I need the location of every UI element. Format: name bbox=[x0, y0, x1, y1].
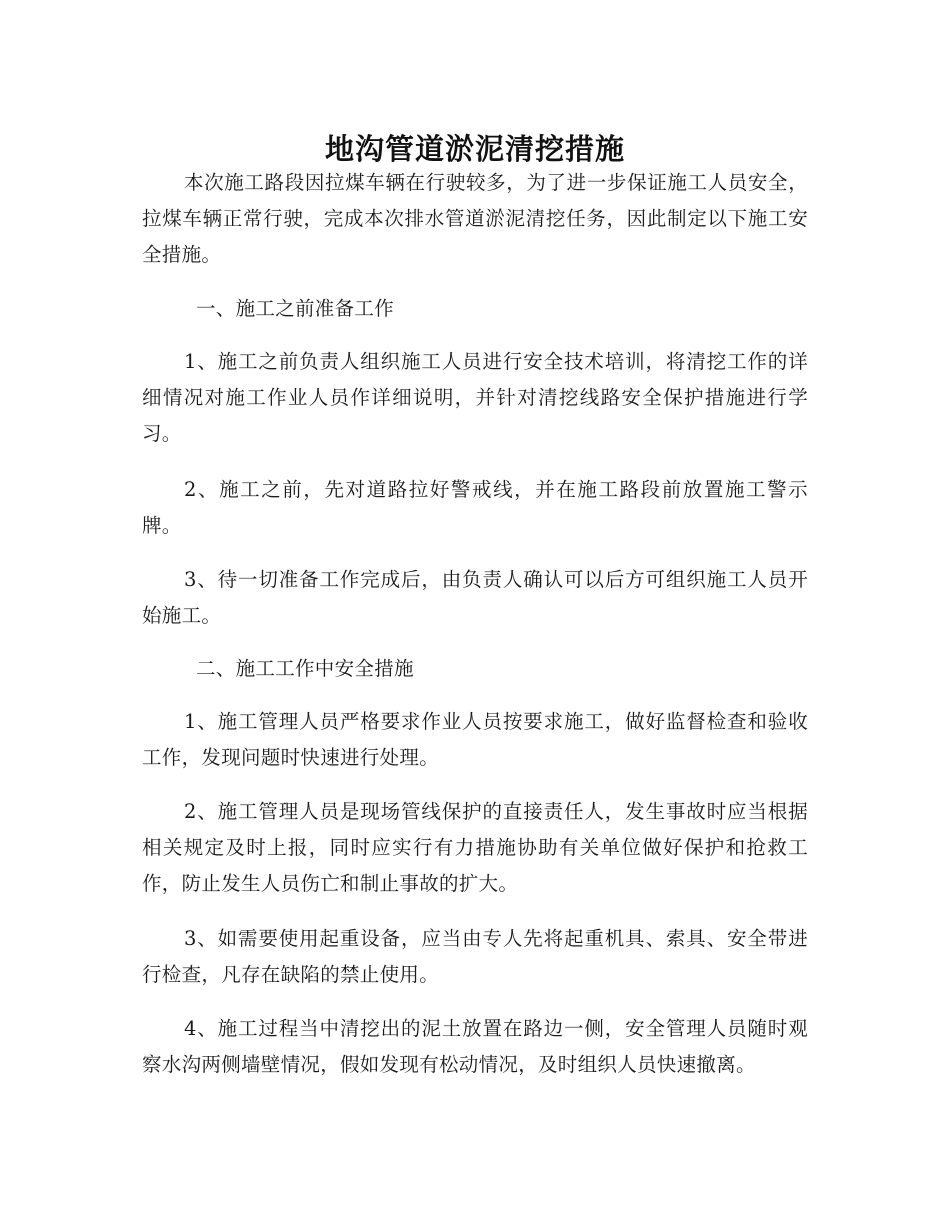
document-title: 地沟管道淤泥清挖措施 bbox=[324, 132, 625, 167]
section-2-item-2: 2、施工管理人员是现场管线保护的直接责任人，发生事故时应当根据相关规定及时上报，同时应实行有力措施协助有关单位做好保护和抢救工作，防止发生人员伤亡和制止事故的扩大。 bbox=[142, 800, 808, 895]
section-1-heading: 一、施工之前准备工作 bbox=[196, 297, 395, 320]
intro-paragraph: 本次施工路段因拉煤车辆在行驶较多，为了进一步保证施工人员安全，拉煤车辆正常行驶，完成本次排水管道淤泥清挖任务，因此制定以下施工安全措施。 bbox=[142, 171, 808, 266]
section-2-item-4: 4、施工过程当中清挖出的泥土放置在路边一侧，安全管理人员随时观察水沟两侧墙壁情况，假如发现有松动情况，及时组织人员快速撤离。 bbox=[142, 1017, 808, 1076]
section-2-item-3: 3、如需要使用起重设备，应当由专人先将起重机具、索具、安全带进行检查，凡存在缺陷的禁止使用。 bbox=[142, 927, 808, 986]
section-2-item-1: 1、施工管理人员严格要求作业人员按要求施工，做好监督检查和验收工作，发现问题时快速进行处理。 bbox=[142, 710, 808, 769]
section-1-item-3: 3、待一切准备工作完成后，由负责人确认可以后方可组织施工人员开始施工。 bbox=[142, 568, 808, 627]
section-1-item-1: 1、施工之前负责人组织施工人员进行安全技术培训，将清挖工作的详细情况对施工作业人员作详细说明，并针对清挖线路安全保护措施进行学习。 bbox=[142, 350, 808, 445]
section-2-heading: 二、施工工作中安全措施 bbox=[196, 657, 414, 680]
section-1-item-2: 2、施工之前，先对道路拉好警戒线，并在施工路段前放置施工警示牌。 bbox=[142, 478, 808, 537]
